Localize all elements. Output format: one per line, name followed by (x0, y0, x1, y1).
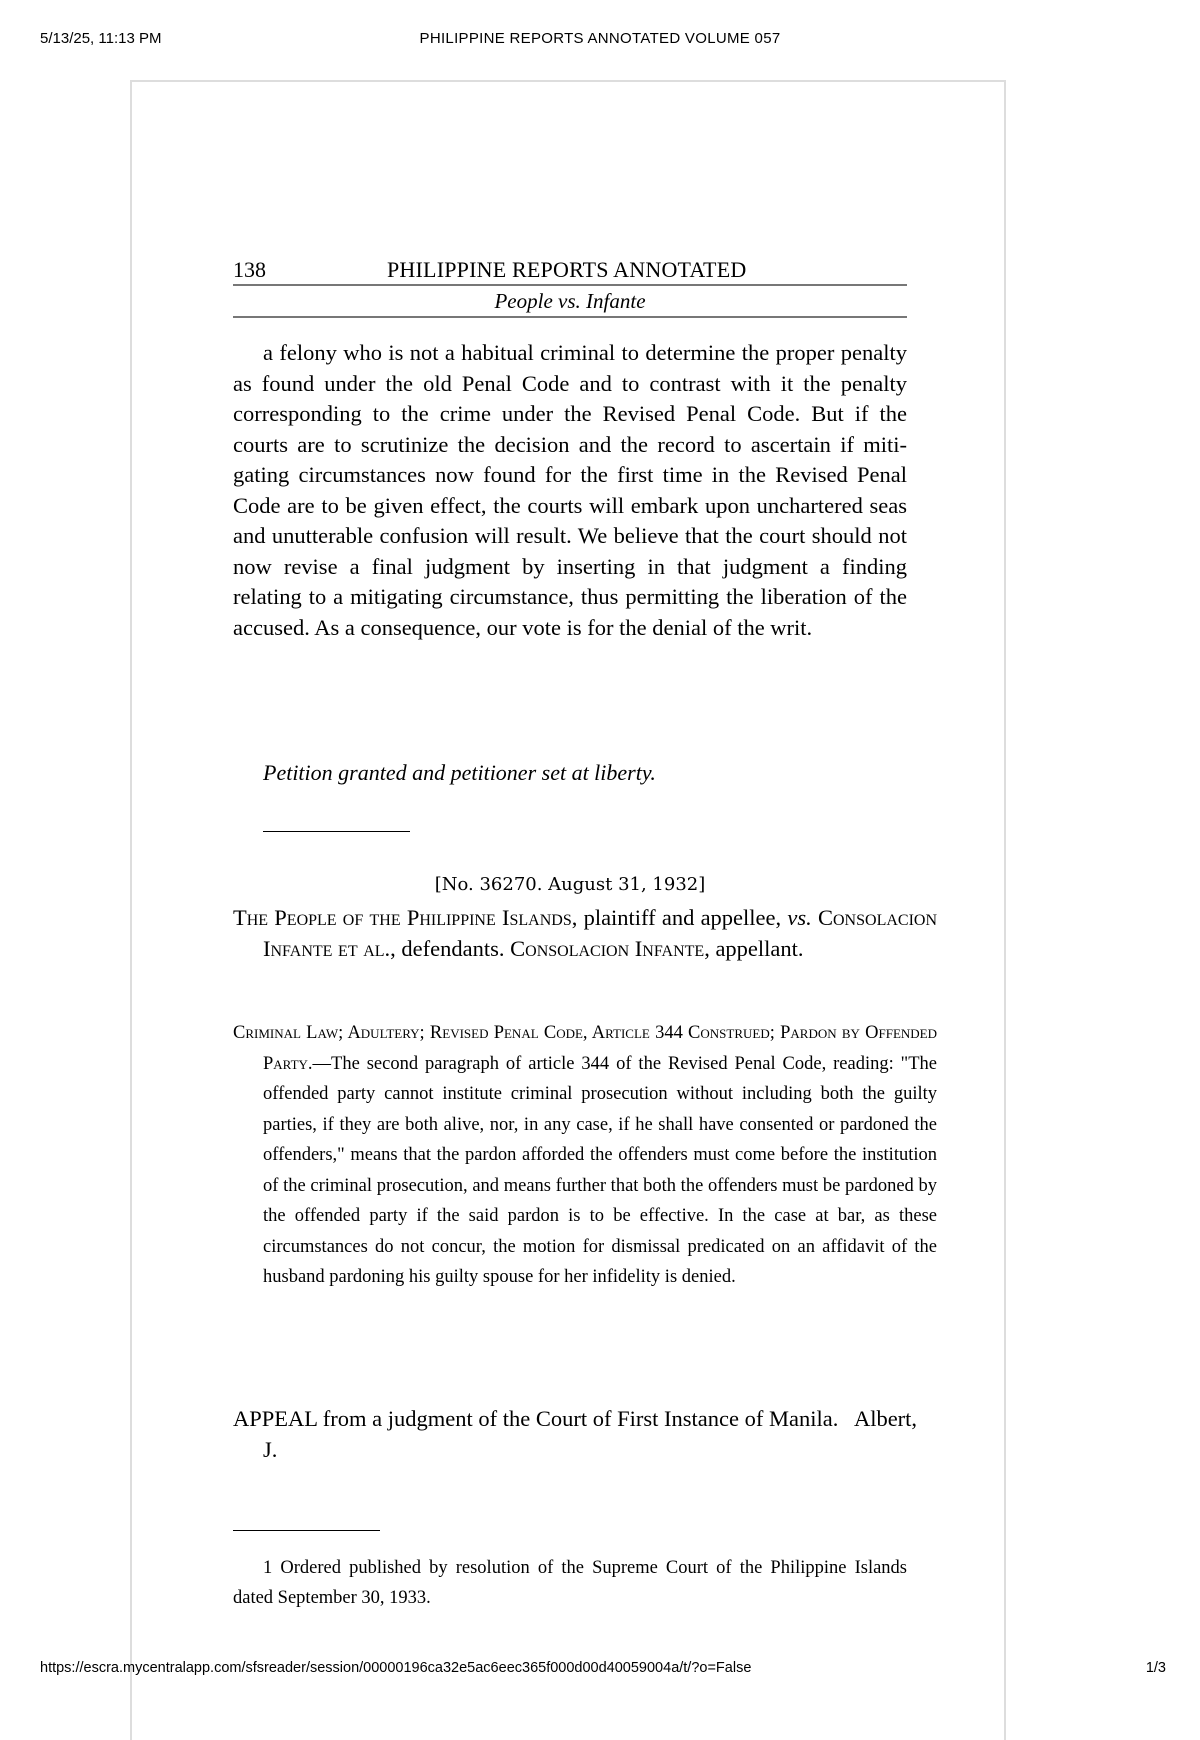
syllabus-text: —The second paragraph of article 344 of the Revised Penal Code, reading: "The offended party cannot institute criminal prosecution without including both the guilty parties, if they are both alive, nor, in any case, if he shall have consented or pardoned the offenders," means that the pardon afforded the offenders must come before the institution of the criminal prosecution, and means further that both the offenders must be pardoned by the offended party if the said pardon is to be effective. In the case at bar, as these circumstances do not concur, the motion for dismissal predicated on an affidavit of the husband pardoning his guilty spouse for her infidelity is denied. (263, 1053, 937, 1287)
appellant-name: Consolacion Infante, (510, 936, 710, 961)
case-short-title: People vs. Infante (233, 286, 907, 318)
body-paragraph: a felony who is not a habitual criminal to determine the proper penalty as found under the old Penal Code and to contrast with it the penalty corresponding to the crime under the Revised Penal Code. But if the courts are to scrutinize the decision and the record to ascertain if miti-gating circumstances now found for the first time in the Revised Penal Code are to be given effect, the courts will embark upon unchartered seas and unutterable confusion will result. We believe that the court should not now revise a final judgment by inserting in that judgment a finding relating to a mitigating circumstance, thus permitting the liberation of the accused. As a consequence, our vote is for the denial of the writ. (233, 340, 907, 640)
case-parties (233, 902, 937, 964)
running-head-top (233, 254, 907, 286)
syllabus-heading: Criminal Law; Adultery; Revised Penal Code, Article 344 Construed; Pardon by Offended Party. (233, 1023, 937, 1074)
disposition: Petition granted and petitioner set at liberty. (263, 760, 656, 785)
running-head (233, 254, 907, 322)
page-number: 138 (233, 257, 266, 282)
versus: vs. (787, 905, 812, 930)
footnote-divider (233, 1530, 380, 1531)
footnote: 1 Ordered published by resolution of the Supreme Court of the Philippine Islands dated September 30, 1933. (233, 1558, 907, 1608)
print-datetime: 5/13/25, 11:13 PM (40, 30, 162, 47)
appellant-role: appellant. (709, 936, 804, 961)
defendants-name: Consolacion Infante et al., (263, 905, 938, 961)
plaintiff-name: The People of the Philippine Islands, (233, 905, 578, 930)
print-title: PHILIPPINE REPORTS ANNOTATED VOLUME 057 (419, 30, 781, 47)
page-indicator: 1/3 (1145, 1660, 1166, 1676)
appeal-line: APPEAL from a judgment of the Court of First Instance of Manila. Albert, J. (233, 1406, 923, 1462)
syllabus (233, 1018, 937, 1293)
publication-title: PHILIPPINE REPORTS ANNOTATED (387, 257, 747, 282)
case-number: [No. 36270. August 31, 1932] (434, 874, 706, 895)
print-footer (0, 1658, 1200, 1682)
defendants-role: defendants. (395, 936, 505, 961)
section-divider (263, 831, 410, 832)
print-header (0, 28, 1200, 52)
source-url: https://escra.mycentralapp.com/sfsreader/session/00000196ca32e5ac6eec365f000d00d40059004a/t/?o=False (40, 1660, 752, 1676)
plaintiff-role: plaintiff and appellee, (577, 905, 782, 930)
